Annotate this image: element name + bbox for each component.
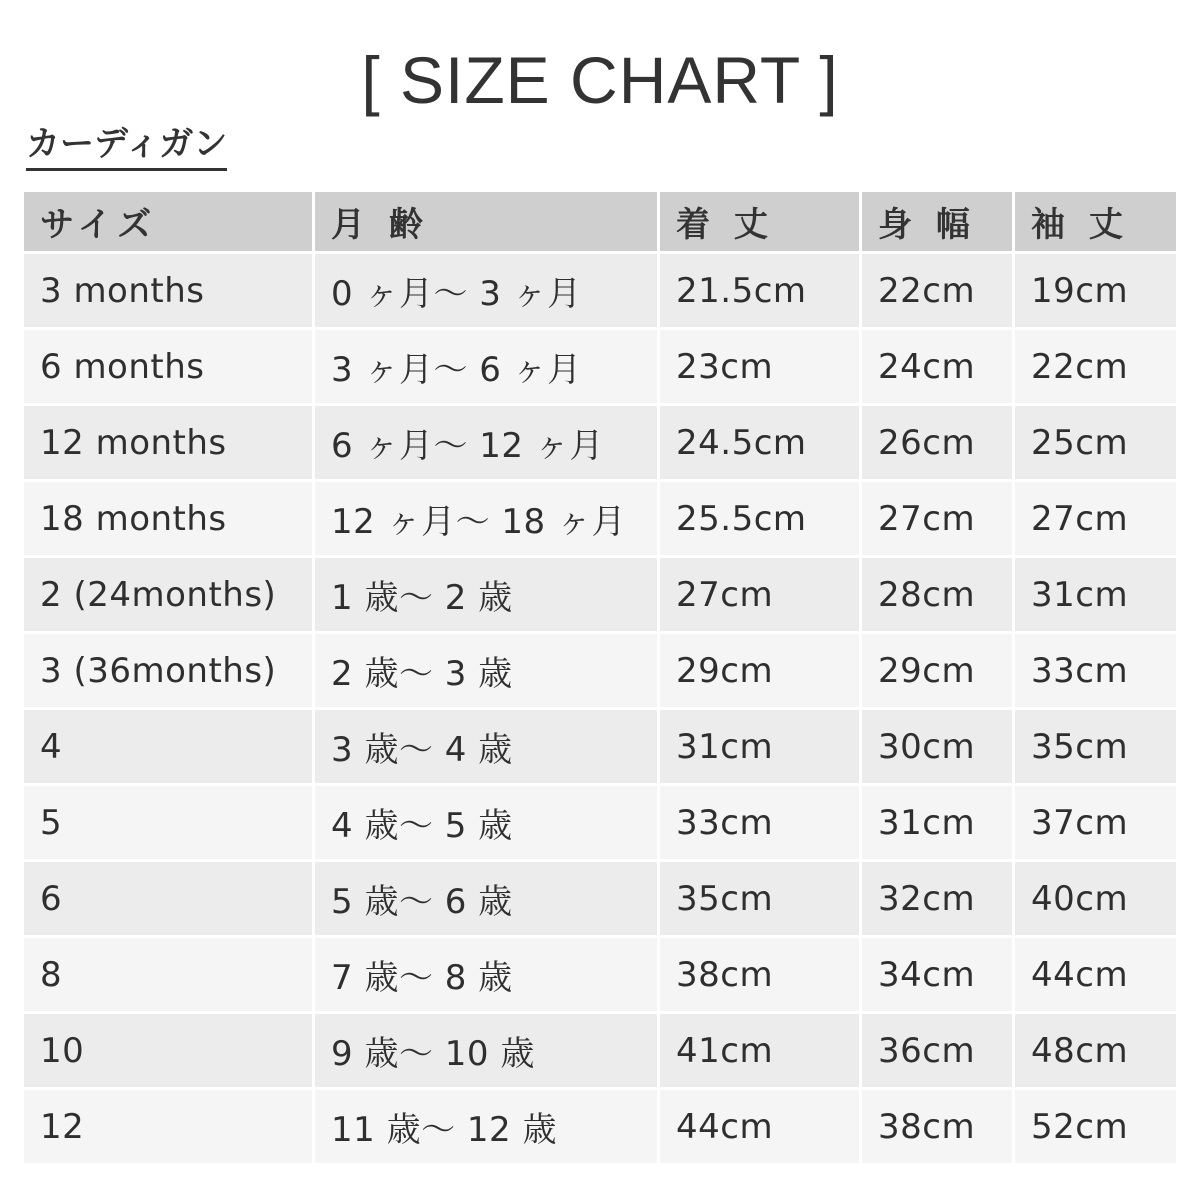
cell-age: 1 歳〜 2 歳 — [315, 558, 660, 634]
header-age: 月 齢 — [315, 192, 660, 254]
cell-age: 3 歳〜 4 歳 — [315, 710, 660, 786]
cell-length: 27cm — [660, 558, 862, 634]
cell-age: 2 歳〜 3 歳 — [315, 634, 660, 710]
cell-length: 35cm — [660, 862, 862, 938]
cell-age: 6 ヶ月〜 12 ヶ月 — [315, 406, 660, 482]
cell-sleeve: 31cm — [1015, 558, 1176, 634]
cell-length: 25.5cm — [660, 482, 862, 558]
table-row — [24, 254, 1176, 330]
table-row — [24, 330, 1176, 406]
table-row — [24, 1014, 1176, 1090]
cell-width: 29cm — [862, 634, 1015, 710]
header-sleeve: 袖 丈 — [1015, 192, 1176, 254]
cell-length: 38cm — [660, 938, 862, 1014]
table-row — [24, 1090, 1176, 1166]
cell-sleeve: 22cm — [1015, 330, 1176, 406]
header-size: サイズ — [24, 192, 315, 254]
cell-age: 7 歳〜 8 歳 — [315, 938, 660, 1014]
cell-size: 18 months — [24, 482, 315, 558]
cell-length: 24.5cm — [660, 406, 862, 482]
cell-sleeve: 25cm — [1015, 406, 1176, 482]
cell-width: 32cm — [862, 862, 1015, 938]
cell-sleeve: 37cm — [1015, 786, 1176, 862]
cell-sleeve: 19cm — [1015, 254, 1176, 330]
product-name: カーディガン — [26, 122, 227, 171]
cell-width: 31cm — [862, 786, 1015, 862]
cell-width: 30cm — [862, 710, 1015, 786]
cell-sleeve: 27cm — [1015, 482, 1176, 558]
cell-sleeve: 48cm — [1015, 1014, 1176, 1090]
cell-age: 3 ヶ月〜 6 ヶ月 — [315, 330, 660, 406]
table-row — [24, 558, 1176, 634]
cell-size: 8 — [24, 938, 315, 1014]
cell-size: 3 months — [24, 254, 315, 330]
table-row — [24, 786, 1176, 862]
cell-age: 12 ヶ月〜 18 ヶ月 — [315, 482, 660, 558]
header-row — [24, 192, 1176, 254]
cell-age: 5 歳〜 6 歳 — [315, 862, 660, 938]
cell-size: 12 — [24, 1090, 315, 1166]
cell-sleeve: 44cm — [1015, 938, 1176, 1014]
cell-length: 29cm — [660, 634, 862, 710]
cell-sleeve: 52cm — [1015, 1090, 1176, 1166]
cell-width: 34cm — [862, 938, 1015, 1014]
cell-width: 27cm — [862, 482, 1015, 558]
cell-width: 28cm — [862, 558, 1015, 634]
cell-length: 44cm — [660, 1090, 862, 1166]
cell-age: 4 歳〜 5 歳 — [315, 786, 660, 862]
cell-size: 10 — [24, 1014, 315, 1090]
cell-sleeve: 33cm — [1015, 634, 1176, 710]
cell-width: 38cm — [862, 1090, 1015, 1166]
cell-size: 3 (36months) — [24, 634, 315, 710]
cell-size: 12 months — [24, 406, 315, 482]
cell-length: 21.5cm — [660, 254, 862, 330]
cell-age: 9 歳〜 10 歳 — [315, 1014, 660, 1090]
cell-age: 11 歳〜 12 歳 — [315, 1090, 660, 1166]
cell-age: 0 ヶ月〜 3 ヶ月 — [315, 254, 660, 330]
cell-length: 33cm — [660, 786, 862, 862]
header-width: 身 幅 — [862, 192, 1015, 254]
cell-width: 22cm — [862, 254, 1015, 330]
table-row — [24, 482, 1176, 558]
table-row — [24, 862, 1176, 938]
cell-size: 6 months — [24, 330, 315, 406]
cell-width: 24cm — [862, 330, 1015, 406]
cell-sleeve: 35cm — [1015, 710, 1176, 786]
table-row — [24, 938, 1176, 1014]
cell-width: 26cm — [862, 406, 1015, 482]
cell-length: 23cm — [660, 330, 862, 406]
table-row — [24, 710, 1176, 786]
size-table — [24, 192, 1176, 1166]
cell-size: 5 — [24, 786, 315, 862]
header-length: 着 丈 — [660, 192, 862, 254]
page-title: [ SIZE CHART ] — [361, 43, 839, 117]
cell-size: 6 — [24, 862, 315, 938]
table-row — [24, 634, 1176, 710]
cell-length: 41cm — [660, 1014, 862, 1090]
cell-sleeve: 40cm — [1015, 862, 1176, 938]
cell-width: 36cm — [862, 1014, 1015, 1090]
cell-length: 31cm — [660, 710, 862, 786]
table-row — [24, 406, 1176, 482]
cell-size: 2 (24months) — [24, 558, 315, 634]
cell-size: 4 — [24, 710, 315, 786]
